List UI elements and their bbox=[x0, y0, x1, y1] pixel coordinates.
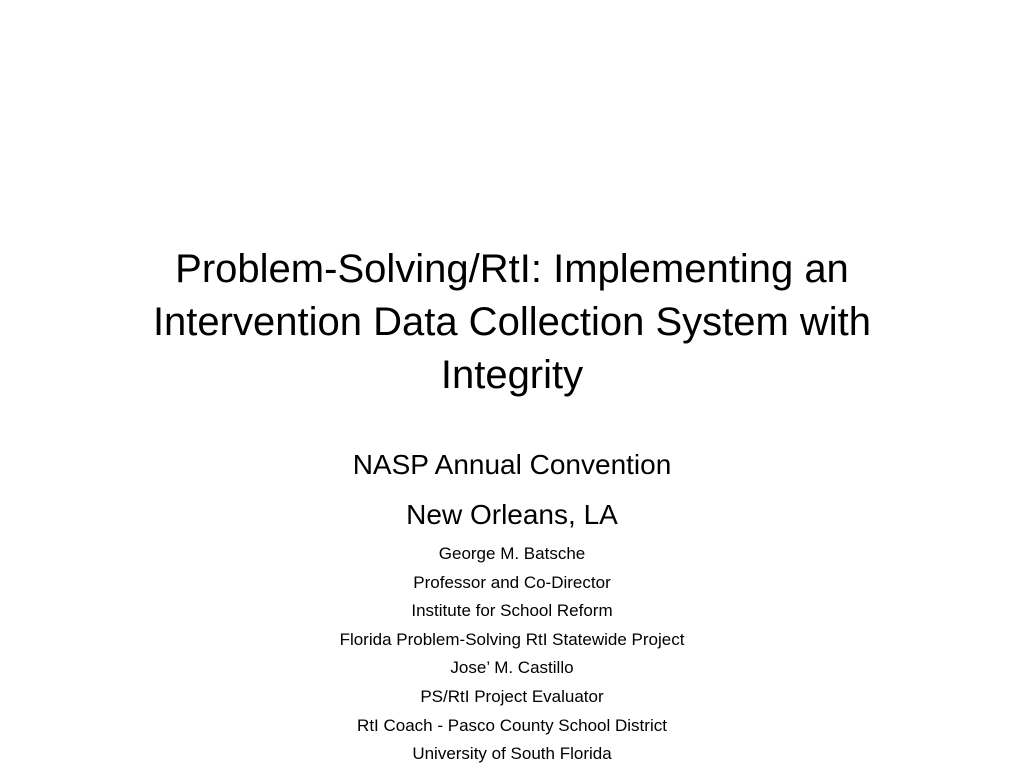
presenter-affiliation: Institute for School Reform bbox=[411, 601, 613, 621]
presenter-name: George M. Batsche bbox=[438, 544, 586, 563]
slide-title bbox=[60, 243, 964, 402]
presenter-affiliation: University of South Florida bbox=[412, 744, 612, 764]
event-location: New Orleans, LA bbox=[406, 499, 618, 530]
presenter-role: RtI Coach - Pasco County School District bbox=[357, 715, 667, 735]
title-line: Integrity bbox=[440, 353, 584, 397]
event-name: NASP Annual Convention bbox=[352, 449, 672, 480]
presenter-name: Jose’ M. Castillo bbox=[450, 658, 574, 678]
title-line: Intervention Data Collection System with bbox=[152, 300, 872, 344]
presenter-role: PS/RtI Project Evaluator bbox=[420, 686, 604, 706]
title-line: Problem-Solving/RtI: Implementing an bbox=[175, 247, 849, 291]
presenter-affiliation: Florida Problem-Solving RtI Statewide Project bbox=[339, 629, 685, 649]
slide-subtitle bbox=[60, 440, 964, 769]
presenter-role: Professor and Co-Director bbox=[413, 572, 611, 592]
